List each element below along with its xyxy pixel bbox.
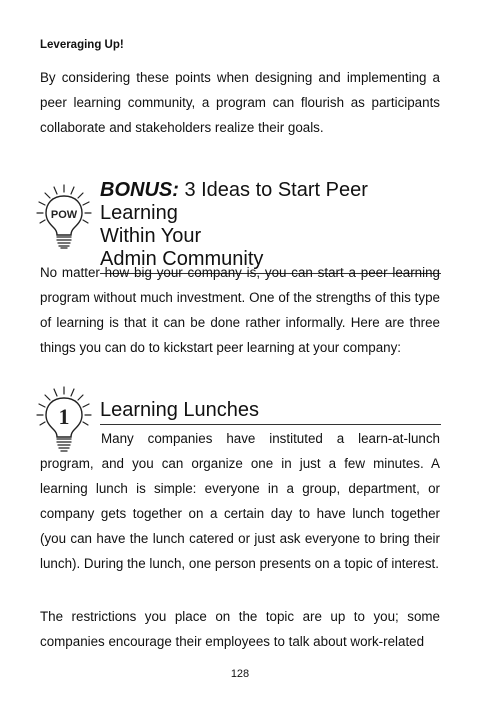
learning-lunches-paragraph: Many companies have instituted a learn-at-lunch program, and you can organize one in just a few minutes. A learning lunch is simple: everyone in a group, department, or company gets together on a certain day to have lunch together (you can have the lunch catered or just ask everyone to bring their lunch). During the lunch, one person presents on a topic of interest.: [40, 431, 440, 571]
intro-paragraph: By considering these points when designing and implementing a peer learning community, a program can flourish as participants collaborate and stakeholders realize their goals.: [40, 70, 440, 135]
bonus-heading-line1: 3 Ideas to Start Peer Learning: [100, 179, 368, 224]
bonus-heading-line3: Admin Community: [100, 248, 264, 270]
bulb-number-label: 1: [58, 404, 70, 429]
running-head: Leveraging Up!: [40, 39, 124, 51]
page-number: 128: [230, 668, 250, 680]
bonus-paragraph: No matter how big your company is, you can start a peer learning program without much investment. One of the strengths of this type of learning is that it can be done rather informally. Here are three things you can do to kickstart peer learning at your company:: [40, 265, 440, 355]
lightbulb-pow-icon: [32, 182, 96, 252]
bonus-heading-line2: Within Your: [100, 225, 202, 247]
restrictions-paragraph: The restrictions you place on the topic are up to you; some companies encourage their employees to talk about work-related: [40, 609, 440, 649]
bulb-pow-label: POW: [50, 209, 78, 221]
bonus-heading-lead: BONUS:: [100, 179, 179, 201]
learning-lunches-heading: Learning Lunches: [100, 399, 441, 425]
